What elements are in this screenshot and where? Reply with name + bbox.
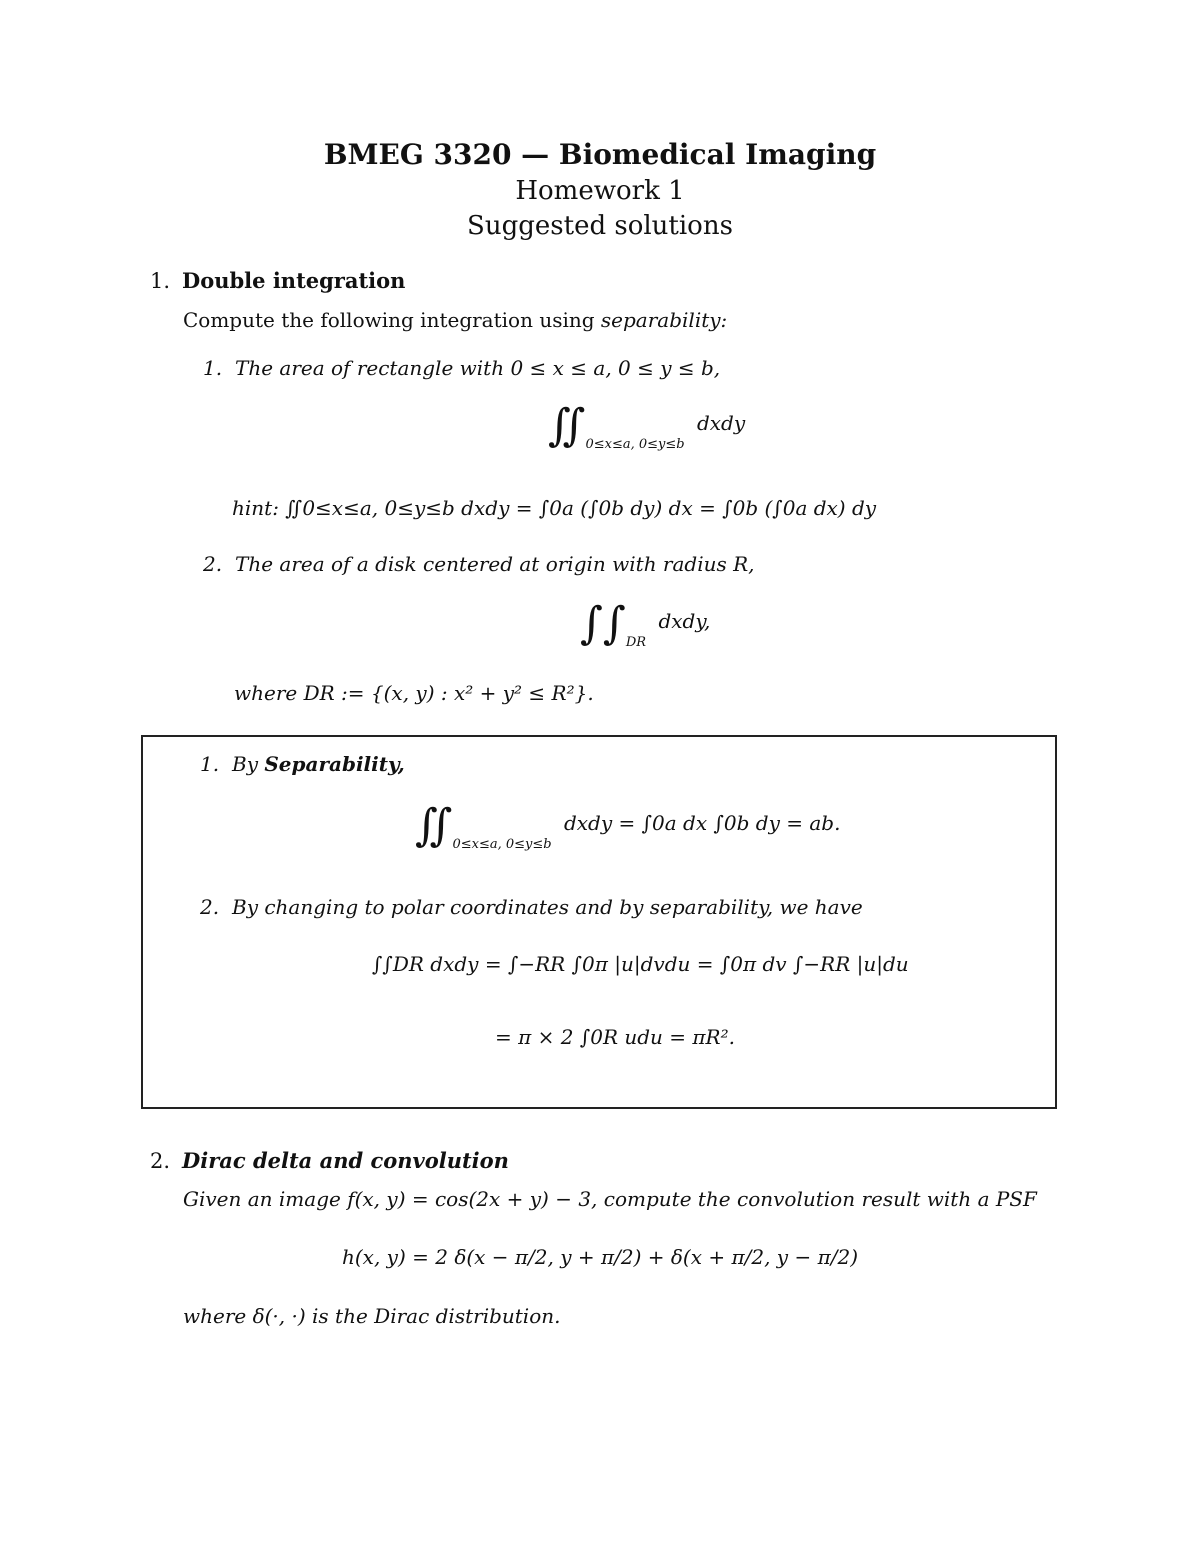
- section-2-title: Dirac delta and convolution: [182, 1148, 509, 1173]
- solution-1-1-formula: $∬_{0\le x\le a, 0\le y\le b}$ dxdy = ∫0a dx ∫0b dy = ab.: [415, 800, 841, 852]
- section-1-intro: [183, 308, 727, 332]
- solution-1-1-label: By: [232, 752, 258, 776]
- problem-1-1-text: The area of rectangle with 0 ≤ x ≤ a, 0 ≤ y ≤ b,: [235, 356, 721, 380]
- solution-1-2-line-1: ∫∫DR dxdy = ∫−RR ∫0π |u|dvdu = ∫0π dv ∫−RR |u|du: [372, 952, 909, 976]
- problem-1-1-integral: $∬_{0\le x\le a, 0\le y\le b}$ dxdy: [548, 400, 746, 452]
- hint-label: hint:: [232, 496, 279, 520]
- problem-1-2-number: 2.: [203, 552, 223, 576]
- section-2-where: where δ(·, ·) is the Dirac distribution.: [183, 1304, 561, 1328]
- solution-1-2-text: By changing to polar coordinates and by separability, we have: [232, 895, 863, 919]
- hint-line: [232, 496, 876, 520]
- section-1-heading: [150, 268, 405, 293]
- solution-1-2-line-2: = π × 2 ∫0R udu = πR².: [495, 1025, 735, 1049]
- problem-1-2: [203, 552, 755, 576]
- hint-formula: ∬0≤x≤a, 0≤y≤b dxdy = ∫0a (∫0b dy) dx = ∫0b (∫0a dx) dy: [285, 496, 877, 520]
- problem-1-2-domain: DR: [625, 635, 647, 650]
- section-1-title: Double integration: [182, 268, 406, 293]
- solution-1-1-number: 1.: [200, 752, 220, 776]
- solution-box: [141, 735, 1057, 1109]
- document-subtitle: Suggested solutions: [467, 211, 733, 241]
- document-title: BMEG 3320 — Biomedical Imaging: [323, 138, 877, 171]
- section-2-given: Given an image f(x, y) = cos(2x + y) − 3, compute the convolution result with a PSF: [183, 1187, 1037, 1211]
- section-2-heading: [150, 1148, 509, 1173]
- homework-label: Homework 1: [515, 176, 685, 206]
- solution-1-1: [200, 752, 405, 776]
- solution-1-1-domain: 0≤x≤a, 0≤y≤b: [452, 837, 552, 852]
- solution-1-2: [200, 895, 863, 919]
- problem-1-1: [203, 356, 720, 380]
- problem-1-1-integrand: dxdy: [696, 411, 746, 435]
- intro-text: Compute the following integration using: [183, 308, 595, 332]
- problem-1-1-domain: 0≤x≤a, 0≤y≤b: [585, 437, 685, 452]
- section-1-number: 1.: [150, 269, 171, 293]
- problem-1-1-number: 1.: [203, 356, 223, 380]
- problem-1-2-where: where DR := {(x, y) : x² + y² ≤ R²}.: [234, 681, 594, 705]
- solution-1-1-emphasis: Separability,: [264, 752, 405, 776]
- problem-1-2-integrand: dxdy,: [658, 609, 711, 633]
- section-2-number: 2.: [150, 1149, 171, 1173]
- psf-formula: h(x, y) = 2 δ(x − π/2, y + π/2) + δ(x + π/2, y − π/2): [341, 1245, 858, 1269]
- problem-1-2-text: The area of a disk centered at origin with radius R,: [235, 552, 755, 576]
- solution-1-2-number: 2.: [200, 895, 220, 919]
- problem-1-2-integral: $\int\int_{DR}$ dxdy,: [580, 598, 711, 650]
- solution-1-1-rhs: dxdy = ∫0a dx ∫0b dy = ab.: [563, 811, 841, 835]
- intro-emphasis: separability:: [600, 308, 728, 332]
